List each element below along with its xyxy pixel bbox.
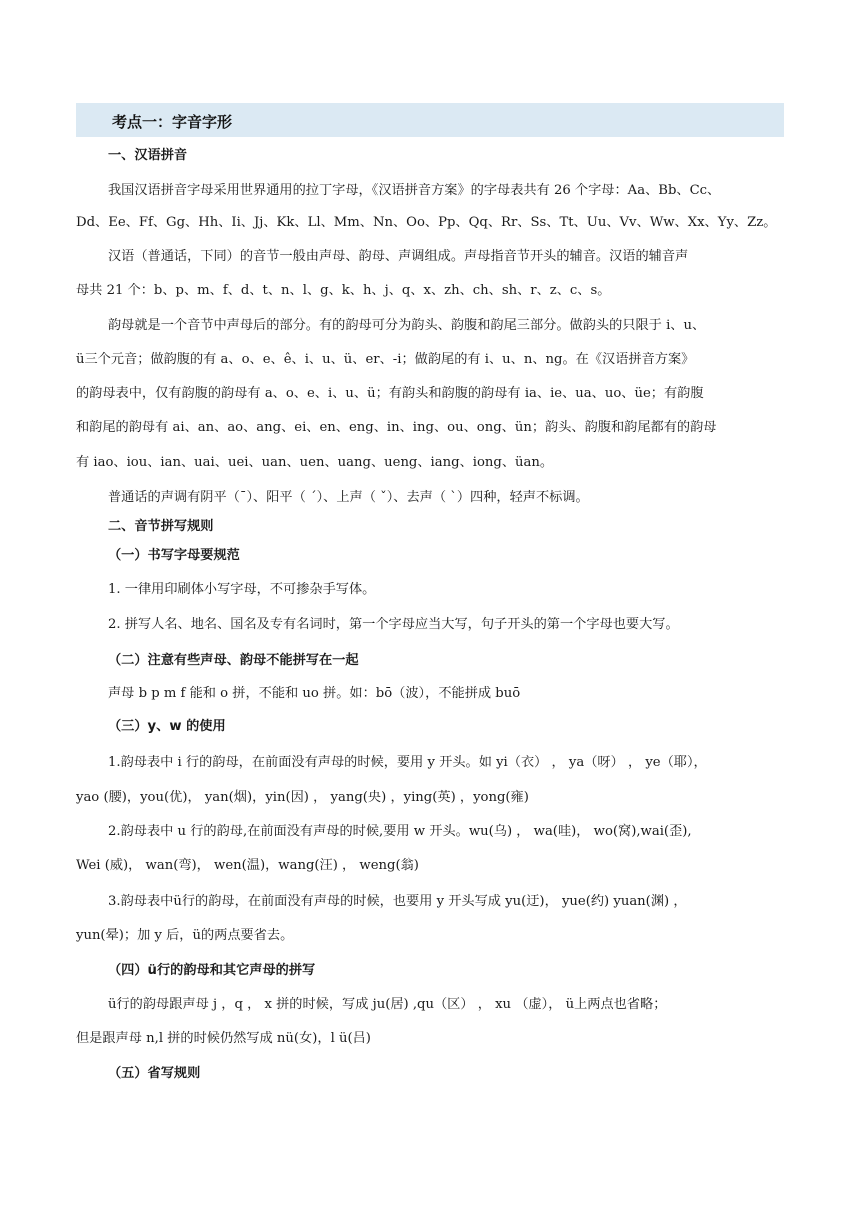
paragraph-line: ü行的韵母跟声母 j ，q ， x 拼的时候，写成 ju(居) ,qu（区） ， xu （虚）， ü上两点也省略； — [108, 997, 667, 1012]
list-item: yao (腰)，you(优)， yan(烟)，yin(因) ， yang(央) ，ying(英) ，yong(雍) — [76, 790, 529, 805]
section2-heading: 二、音节拼写规则 — [108, 519, 214, 534]
list-item: 2. 拼写人名、地名、国名及专有名词时，第一个字母应当大写，句子开头的第一个字母也要大写。 — [108, 617, 679, 632]
paragraph-line: 韵母就是一个音节中声母后的部分。有的韵母可分为韵头、韵腹和韵尾三部分。做韵头的只限于 i、u、 — [108, 318, 706, 333]
list-item: 2.韵母表中 u 行的韵母,在前面没有声母的时候,要用 w 开头。wu(乌) ， wa(哇)， wo(窝),wai(歪), — [108, 824, 692, 839]
section-banner — [76, 103, 784, 137]
paragraph-line: 但是跟声母 n,l 拼的时候仍然写成 nü(女)，l ü(吕) — [76, 1031, 371, 1046]
list-item: Wei (威)， wan(弯)， wen(温)，wang(汪) ， weng(翁) — [76, 858, 419, 873]
list-item: yun(晕)；加 y 后，ü的两点要省去。 — [76, 928, 294, 943]
paragraph-line: 有 iao、iou、ian、uai、uei、uan、uen、uang、ueng、iang、iong、üan。 — [76, 455, 554, 470]
paragraph-line: 的韵母表中，仅有韵腹的韵母有 a、o、e、i、u、ü；有韵头和韵腹的韵母有 ia、ie、ua、uo、üe；有韵腹 — [76, 386, 704, 401]
sub1-heading: （一）书写字母要规范 — [108, 548, 240, 563]
sub3-heading: （三）y、w 的使用 — [108, 719, 226, 734]
paragraph-line: 普通话的声调有阴平（ˉ）、阳平（ ˊ）、上声（ ˇ）、去声（ ˋ）四种，轻声不标调。 — [108, 490, 589, 505]
sub5-heading: （五）省写规则 — [108, 1066, 201, 1081]
paragraph-line: Dd、Ee、Ff、Gg、Hh、Ii、Jj、Kk、Ll、Mm、Nn、Oo、Pp、Qq、Rr、Ss、Tt、Uu、Vv、Ww、Xx、Yy、Zz。 — [76, 215, 777, 230]
paragraph-line: 声母 b p m f 能和 o 拼，不能和 uo 拼。如：bō（波），不能拼成 buō — [108, 686, 521, 701]
list-item: 3.韵母表中ü行的韵母，在前面没有声母的时候，也要用 y 开头写成 yu(迂)， yue(约) yuan(渊) ， — [108, 894, 687, 909]
list-item: 1. 一律用印刷体小写字母，不可掺杂手写体。 — [108, 582, 376, 597]
paragraph-line: 汉语（普通话，下同）的音节一般由声母、韵母、声调组成。声母指音节开头的辅音。汉语的辅音声 — [108, 249, 689, 264]
paragraph-line: 我国汉语拼音字母采用世界通用的拉丁字母，《汉语拼音方案》的字母表共有 26 个字母：Aa、Bb、Cc、 — [108, 183, 721, 198]
list-item: 1.韵母表中 i 行的韵母，在前面没有声母的时候，要用 y 开头。如 yi（衣） ， ya（呀） ， ye（耶）， — [108, 755, 707, 770]
sub2-heading: （二）注意有些声母、韵母不能拼写在一起 — [108, 653, 359, 668]
paragraph-line: ü三个元音；做韵腹的有 a、o、e、ê、i、u、ü、er、-i；做韵尾的有 i、u、n、ng。在《汉语拼音方案》 — [76, 352, 695, 367]
banner-title: 考点一：字音字形 — [112, 113, 233, 131]
section1-heading: 一、汉语拼音 — [108, 148, 188, 163]
sub4-heading: （四）ü行的韵母和其它声母的拼写 — [108, 963, 316, 978]
paragraph-line: 母共 21 个：b、p、m、f、d、t、n、l、g、k、h、j、q、x、zh、ch、sh、r、z、c、s。 — [76, 283, 611, 298]
paragraph-line: 和韵尾的韵母有 ai、an、ao、ang、ei、en、eng、in、ing、ou、ong、ün；韵头、韵腹和韵尾都有的韵母 — [76, 420, 717, 435]
